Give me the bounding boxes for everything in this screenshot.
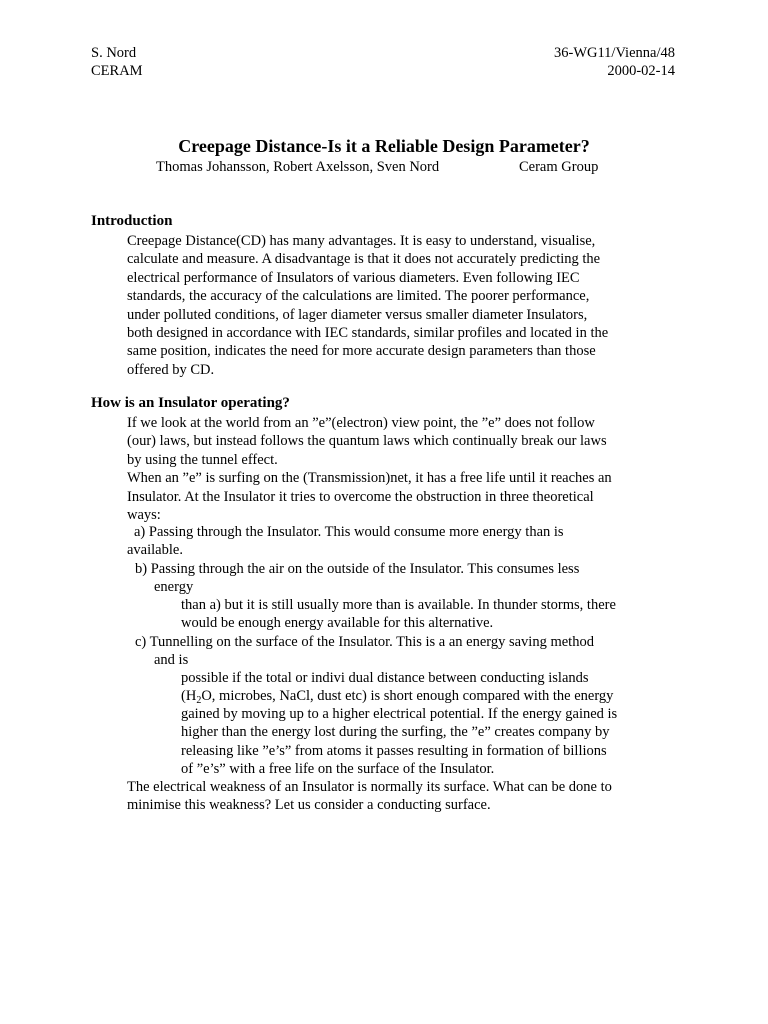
formula-subscript: 2 [196,695,202,706]
group-name: Ceram Group [519,159,599,175]
operating-intro-paragraph [127,414,612,524]
text-line: under polluted conditions, of lager diameter versus smaller diameter Insulators, [127,306,588,323]
item-c-line-3: possible if the total or indivi dual distance between conducting islands [181,670,589,686]
item-b-line-1: b) Passing through the air on the outside of the Insulator. This consumes less [135,561,580,577]
text-line: offered by CD. [127,361,215,378]
introduction-paragraph [127,232,608,379]
formula-prefix: (H [181,688,197,704]
item-b-line-4: would be enough energy available for this alternative. [181,615,494,631]
formula-suffix: O, microbes, NaCl, dust etc) is short enough compared with the energy [201,688,614,704]
introduction-heading: Introduction [91,213,173,229]
text-line: releasing like ”e’s” from atoms it passes resulting in formation of billions [181,742,607,759]
document-date: 2000-02-14 [607,63,675,79]
text-line: by using the tunnel effect. [127,451,278,468]
organization: CERAM [91,63,143,79]
text-line: Insulator. At the Insulator it tries to overcome the obstruction in three theoretical [127,488,594,505]
text-line: same position, indicates the need for more accurate design parameters than those [127,343,596,360]
text-line: electrical performance of Insulators of various diameters. Even following IEC [127,269,580,286]
author-list: Thomas Johansson, Robert Axelsson, Sven Nord [156,159,440,175]
paper-title: Creepage Distance-Is it a Reliable Design Parameter? [178,136,590,156]
text-line: ways: [127,506,161,523]
closing-paragraph [127,778,612,815]
text-line: Creepage Distance(CD) has many advantages. It is easy to understand, visualise, [127,233,596,249]
text-line: higher than the energy lost during the surfing, the ”e” creates company by [181,724,610,741]
text-line: gained by moving up to a higher electrical potential. If the energy gained is [181,706,618,722]
item-b-line-3: than a) but it is still usually more than is available. In thunder storms, there [181,597,616,613]
text-line: calculate and measure. A disadvantage is that it does not accurately predicting the [127,251,601,268]
document-reference: 36-WG11/Vienna/48 [553,45,675,61]
item-c-continuation [181,705,617,779]
operating-heading: How is an Insulator operating? [91,395,290,411]
author-name: S. Nord [91,45,137,61]
text-line: of ”e’s” with a free life on the surface of the Insulator. [181,761,495,778]
text-line: If we look at the world from an ”e”(electron) view point, the ”e” does not follow [127,415,595,431]
item-a-line-1: a) Passing through the Insulator. This would consume more energy than is [134,524,564,540]
text-line: both designed in accordance with IEC standards, similar profiles and located in the [127,324,609,341]
item-c-line-2: and is [154,652,189,668]
text-line: (our) laws, but instead follows the quantum laws which continually break our laws [127,433,607,450]
text-line: standards, the accuracy of the calculations are limited. The poorer performance, [127,288,590,305]
text-line: minimise this weakness? Let us consider a conducting surface. [127,797,491,814]
item-b-line-2: energy [154,579,194,595]
item-a-line-2: available. [127,542,183,558]
item-c-formula-line [181,687,613,705]
text-line: When an ”e” is surfing on the (Transmission)net, it has a free life until it reaches an [127,470,612,487]
item-c-line-1: c) Tunnelling on the surface of the Insulator. This is a an energy saving method [135,634,594,650]
text-line: The electrical weakness of an Insulator is normally its surface. What can be done to [127,779,612,795]
